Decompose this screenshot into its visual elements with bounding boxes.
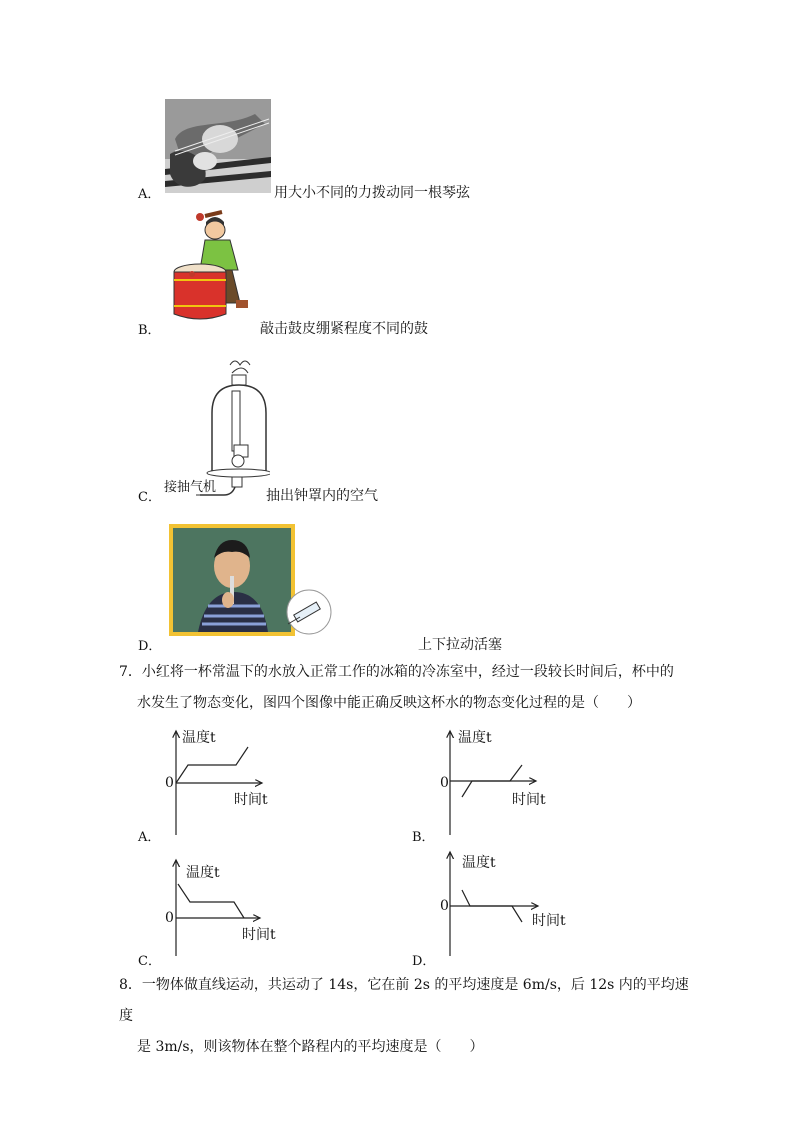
graph-d <box>438 850 568 958</box>
question-7-line1: 小红将一杯常温下的水放入正常工作的冰箱的冷冻室中，经过一段较长时间后，杯中的 <box>141 664 674 680</box>
graph-b <box>438 725 558 840</box>
question-8-number: 8． <box>119 977 142 993</box>
graph-d-origin: 0 <box>440 898 449 914</box>
graph-a-ylabel: 温度t <box>182 730 216 746</box>
option-d-text: 上下拉动活塞 <box>418 637 502 653</box>
graph-a <box>164 725 284 840</box>
graph-b-letter: B． <box>412 830 435 845</box>
graph-c-origin: 0 <box>165 910 174 926</box>
option-a-text: 用大小不同的力拨动同一根琴弦 <box>274 185 470 201</box>
question-7 <box>119 657 679 719</box>
graph-c-ylabel: 温度t <box>186 865 220 881</box>
graph-d-xlabel: 时间t <box>532 913 566 929</box>
question-7-number: 7． <box>119 664 142 680</box>
option-a-letter: A． <box>138 187 161 202</box>
graph-a-xlabel: 时间t <box>234 792 268 808</box>
option-b-text: 敲击鼓皮绷紧程度不同的鼓 <box>260 321 428 337</box>
graph-c-xlabel: 时间t <box>242 927 276 943</box>
option-d-letter: D． <box>138 639 162 654</box>
option-d-image <box>168 522 332 638</box>
graph-c-curve <box>178 884 244 918</box>
graph-d-ylabel: 温度t <box>462 855 496 871</box>
question-7-line2: 水发生了物态变化，图四个图像中能正确反映这杯水的物态变化过程的是（ ） <box>137 695 641 711</box>
graph-a-origin: 0 <box>165 775 174 791</box>
option-b-letter: B． <box>138 323 161 338</box>
graph-b-origin: 0 <box>440 775 449 791</box>
graph-b-xlabel: 时间t <box>512 792 546 808</box>
graph-c-letter: C． <box>138 954 161 969</box>
graph-b-ylabel: 温度t <box>458 730 492 746</box>
option-a-image <box>165 99 271 193</box>
question-8-line1: 一物体做直线运动，共运动了 14s，它在前 2s 的平均速度是 6m/s，后 12s 内的平均速度 <box>119 977 689 1024</box>
option-c-image-label: 接抽气机 <box>164 480 217 495</box>
graph-a-curve <box>176 747 248 783</box>
graph-a-letter: A． <box>138 830 161 845</box>
option-b-image <box>170 208 255 326</box>
question-8 <box>119 970 689 1063</box>
option-c-text: 抽出钟罩内的空气 <box>266 488 378 504</box>
graph-d-letter: D． <box>412 954 436 969</box>
option-c-letter: C． <box>138 490 161 505</box>
graph-c <box>164 858 284 958</box>
question-8-line2: 是 3m/s，则该物体在整个路程内的平均速度是（ ） <box>137 1039 484 1055</box>
